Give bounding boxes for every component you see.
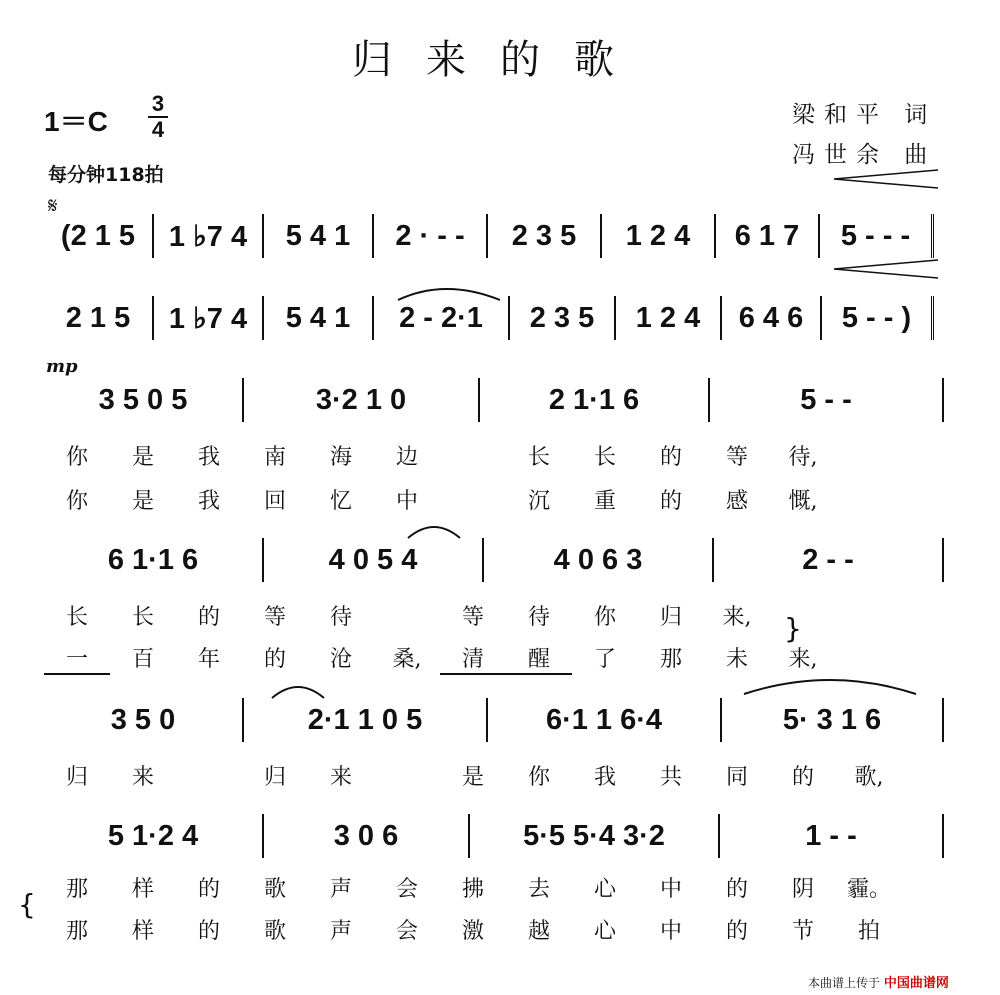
lyric-syllable xyxy=(770,600,836,631)
staff-5 xyxy=(44,698,944,742)
measure: 1 2 4 xyxy=(602,214,716,258)
measure: 2 · - - xyxy=(374,214,488,258)
lyric-syllable: 你 xyxy=(593,605,616,630)
lyric-syllable: 来, xyxy=(788,647,818,672)
lyric-syllable: 我 xyxy=(593,765,616,790)
lyric-syllable: 长 xyxy=(131,605,154,630)
lyric-syllable: 的 xyxy=(197,605,220,630)
lyric-syllable: 待 xyxy=(527,605,550,630)
lyric-syllable: 你 xyxy=(527,765,550,790)
measure: 1 2 4 xyxy=(616,296,722,340)
lyric-syllable: 那 xyxy=(65,877,88,902)
lyric-syllable: 的 xyxy=(659,489,682,514)
lyric-syllable: 长 xyxy=(593,445,616,470)
measure: 3 5 0 xyxy=(44,698,244,742)
measure: 5 4 1 xyxy=(264,296,374,340)
verse-brace: } xyxy=(784,612,802,645)
lyric-syllable: 的 xyxy=(725,877,748,902)
lyric-syllable: 是 xyxy=(461,765,484,790)
staff-4 xyxy=(44,538,944,582)
lyric-syllable: 激 xyxy=(461,919,484,944)
lyric-syllable: 你 xyxy=(65,489,88,514)
lyrics-line-3 xyxy=(44,600,836,631)
lyric-syllable: 清 xyxy=(440,642,506,675)
lyric-syllable: 心 xyxy=(593,877,616,902)
lyric-syllable: 拍 xyxy=(857,919,880,944)
staff-3 xyxy=(44,378,944,422)
segno-sign: 𝄋 xyxy=(48,194,58,219)
key-signature: 1＝C xyxy=(44,106,108,137)
lyric-syllable: 未 xyxy=(725,647,748,672)
verse-brace-left: { xyxy=(18,888,36,921)
lyric-syllable: 去 xyxy=(527,877,550,902)
time-numerator: 3 xyxy=(151,91,165,116)
lyric-syllable: 忆 xyxy=(329,489,352,514)
dynamic-marking: mp xyxy=(46,356,78,377)
measure: 3·2 1 0 xyxy=(244,378,480,422)
crescendo-hairpin xyxy=(830,168,940,190)
staff-1 xyxy=(44,214,944,258)
lyric-syllable: 样 xyxy=(131,877,154,902)
measure: 5 - - xyxy=(710,378,944,422)
measure: 2 - 2·1 xyxy=(374,296,510,340)
time-signature xyxy=(146,92,170,142)
lyric-syllable: 歌, xyxy=(854,765,884,790)
time-denominator: 4 xyxy=(151,117,165,142)
measure: 3 5 0 5 xyxy=(44,378,244,422)
lyric-syllable: 桑, xyxy=(392,647,422,672)
lyric-syllable: 沧 xyxy=(329,647,352,672)
lyric-syllable: 长 xyxy=(65,605,88,630)
lyric-syllable: 的 xyxy=(197,877,220,902)
lyric-syllable xyxy=(440,484,506,515)
staff-2 xyxy=(44,296,944,340)
lyrics-line-7 xyxy=(44,914,902,945)
lyric-syllable: 待, xyxy=(788,445,818,470)
lyric-syllable: 慨, xyxy=(788,489,818,514)
lyric-syllable: 中 xyxy=(659,919,682,944)
measure: (2 1 5 xyxy=(44,214,154,258)
measure: 5·5 5·4 3·2 xyxy=(470,814,720,858)
lyric-syllable: 那 xyxy=(65,919,88,944)
measure: 1 - - xyxy=(720,814,944,858)
lyric-syllable: 等 xyxy=(725,445,748,470)
lyric-syllable: 歌 xyxy=(263,877,286,902)
measure: 2·1 1 0 5 xyxy=(244,698,488,742)
lyric-syllable xyxy=(374,600,440,631)
measure: 3 0 6 xyxy=(264,814,470,858)
lyric-syllable: 了 xyxy=(593,647,616,672)
lyrics-line-2 xyxy=(44,484,836,515)
lyric-syllable: 是 xyxy=(131,489,154,514)
measure: 2 1·1 6 xyxy=(480,378,710,422)
song-title: 归来的歌 xyxy=(352,37,648,83)
measure: 5 - - ) xyxy=(822,296,934,340)
lyric-syllable: 拂 xyxy=(461,877,484,902)
lyric-syllable: 我 xyxy=(197,445,220,470)
measure: 1 ♭7 4 xyxy=(154,214,264,258)
tie-slur xyxy=(268,680,328,700)
lyric-syllable: 来 xyxy=(131,765,154,790)
lyric-syllable: 越 xyxy=(527,919,550,944)
measure: 4 0 6 3 xyxy=(484,538,714,582)
lyric-syllable: 共 xyxy=(659,765,682,790)
lyric-syllable xyxy=(440,440,506,471)
lyric-syllable xyxy=(176,760,242,791)
site-logo-text[interactable]: 中国曲谱网 xyxy=(883,976,949,991)
measure: 4 0 5 4 xyxy=(264,538,484,582)
measure: 5 - - - xyxy=(820,214,934,258)
lyric-syllable: 声 xyxy=(329,919,352,944)
lyric-syllable: 歌 xyxy=(263,919,286,944)
measure: 2 1 5 xyxy=(44,296,154,340)
crescendo-hairpin-2 xyxy=(830,258,940,280)
measure: 5 1·2 4 xyxy=(44,814,264,858)
lyric-syllable: 的 xyxy=(791,765,814,790)
tie-slur xyxy=(404,520,464,540)
measure: 6·1 1 6·4 xyxy=(488,698,722,742)
measure: 1 ♭7 4 xyxy=(154,296,264,340)
lyric-syllable: 会 xyxy=(395,877,418,902)
lyric-syllable: 边 xyxy=(395,445,418,470)
tie-slur xyxy=(740,672,920,696)
tempo-marking: 每分钟118拍 xyxy=(48,164,164,186)
lyrics-line-5 xyxy=(44,760,902,791)
lyric-syllable: 阴 xyxy=(791,877,814,902)
lyric-syllable: 南 xyxy=(263,445,286,470)
lyric-syllable: 的 xyxy=(659,445,682,470)
measure: 6 1·1 6 xyxy=(44,538,264,582)
lyrics-line-6 xyxy=(44,872,902,903)
lyric-syllable: 中 xyxy=(395,489,418,514)
lyric-syllable: 归 xyxy=(65,765,88,790)
lyric-syllable: 归 xyxy=(263,765,286,790)
lyric-syllable: 醒 xyxy=(506,642,572,675)
lyric-syllable: 我 xyxy=(197,489,220,514)
lyric-syllable: 归 xyxy=(659,605,682,630)
lyric-syllable: 会 xyxy=(395,919,418,944)
lyric-syllable: 的 xyxy=(263,647,286,672)
measure: 2 - - xyxy=(714,538,944,582)
lyric-syllable: 的 xyxy=(197,919,220,944)
lyric-syllable: 感 xyxy=(725,489,748,514)
lyric-syllable: 你 xyxy=(65,445,88,470)
measure: 5 4 1 xyxy=(264,214,374,258)
lyric-syllable: 长 xyxy=(527,445,550,470)
composer-credit: 冯世余 曲 xyxy=(792,142,937,168)
lyric-syllable: 来 xyxy=(329,765,352,790)
lyric-syllable: 同 xyxy=(725,765,748,790)
lyric-syllable: 来, xyxy=(722,605,752,630)
lyric-syllable: 海 xyxy=(329,445,352,470)
staff-6 xyxy=(44,814,944,858)
lyric-syllable: 一 xyxy=(44,642,110,675)
lyric-syllable: 年 xyxy=(197,647,220,672)
lyric-syllable: 沉 xyxy=(527,489,550,514)
lyric-syllable: 等 xyxy=(461,605,484,630)
lyric-syllable: 百 xyxy=(131,647,154,672)
lyrics-line-1 xyxy=(44,440,836,471)
footer-text: 本曲谱上传于 xyxy=(808,976,881,990)
lyricist-credit: 梁和平 词 xyxy=(792,102,937,128)
lyric-syllable: 重 xyxy=(593,489,616,514)
lyric-syllable: 中 xyxy=(659,877,682,902)
lyric-syllable: 心 xyxy=(593,919,616,944)
lyric-syllable xyxy=(374,760,440,791)
measure: 2 3 5 xyxy=(510,296,616,340)
lyric-syllable: 那 xyxy=(659,647,682,672)
lyrics-line-4 xyxy=(44,642,836,675)
lyric-syllable: 等 xyxy=(263,605,286,630)
tie-slur xyxy=(390,282,510,302)
lyric-syllable: 声 xyxy=(329,877,352,902)
measure: 2 3 5 xyxy=(488,214,602,258)
measure: 6 4 6 xyxy=(722,296,822,340)
site-footer[interactable] xyxy=(808,972,949,991)
measure: 6 1 7 xyxy=(716,214,820,258)
lyric-syllable: 待 xyxy=(329,605,352,630)
lyric-syllable: 霾。 xyxy=(846,877,891,902)
lyric-syllable: 的 xyxy=(725,919,748,944)
lyric-syllable: 样 xyxy=(131,919,154,944)
measure: 5· 3 1 6 xyxy=(722,698,944,742)
lyric-syllable: 节 xyxy=(791,919,814,944)
lyric-syllable: 回 xyxy=(263,489,286,514)
lyric-syllable: 是 xyxy=(131,445,154,470)
